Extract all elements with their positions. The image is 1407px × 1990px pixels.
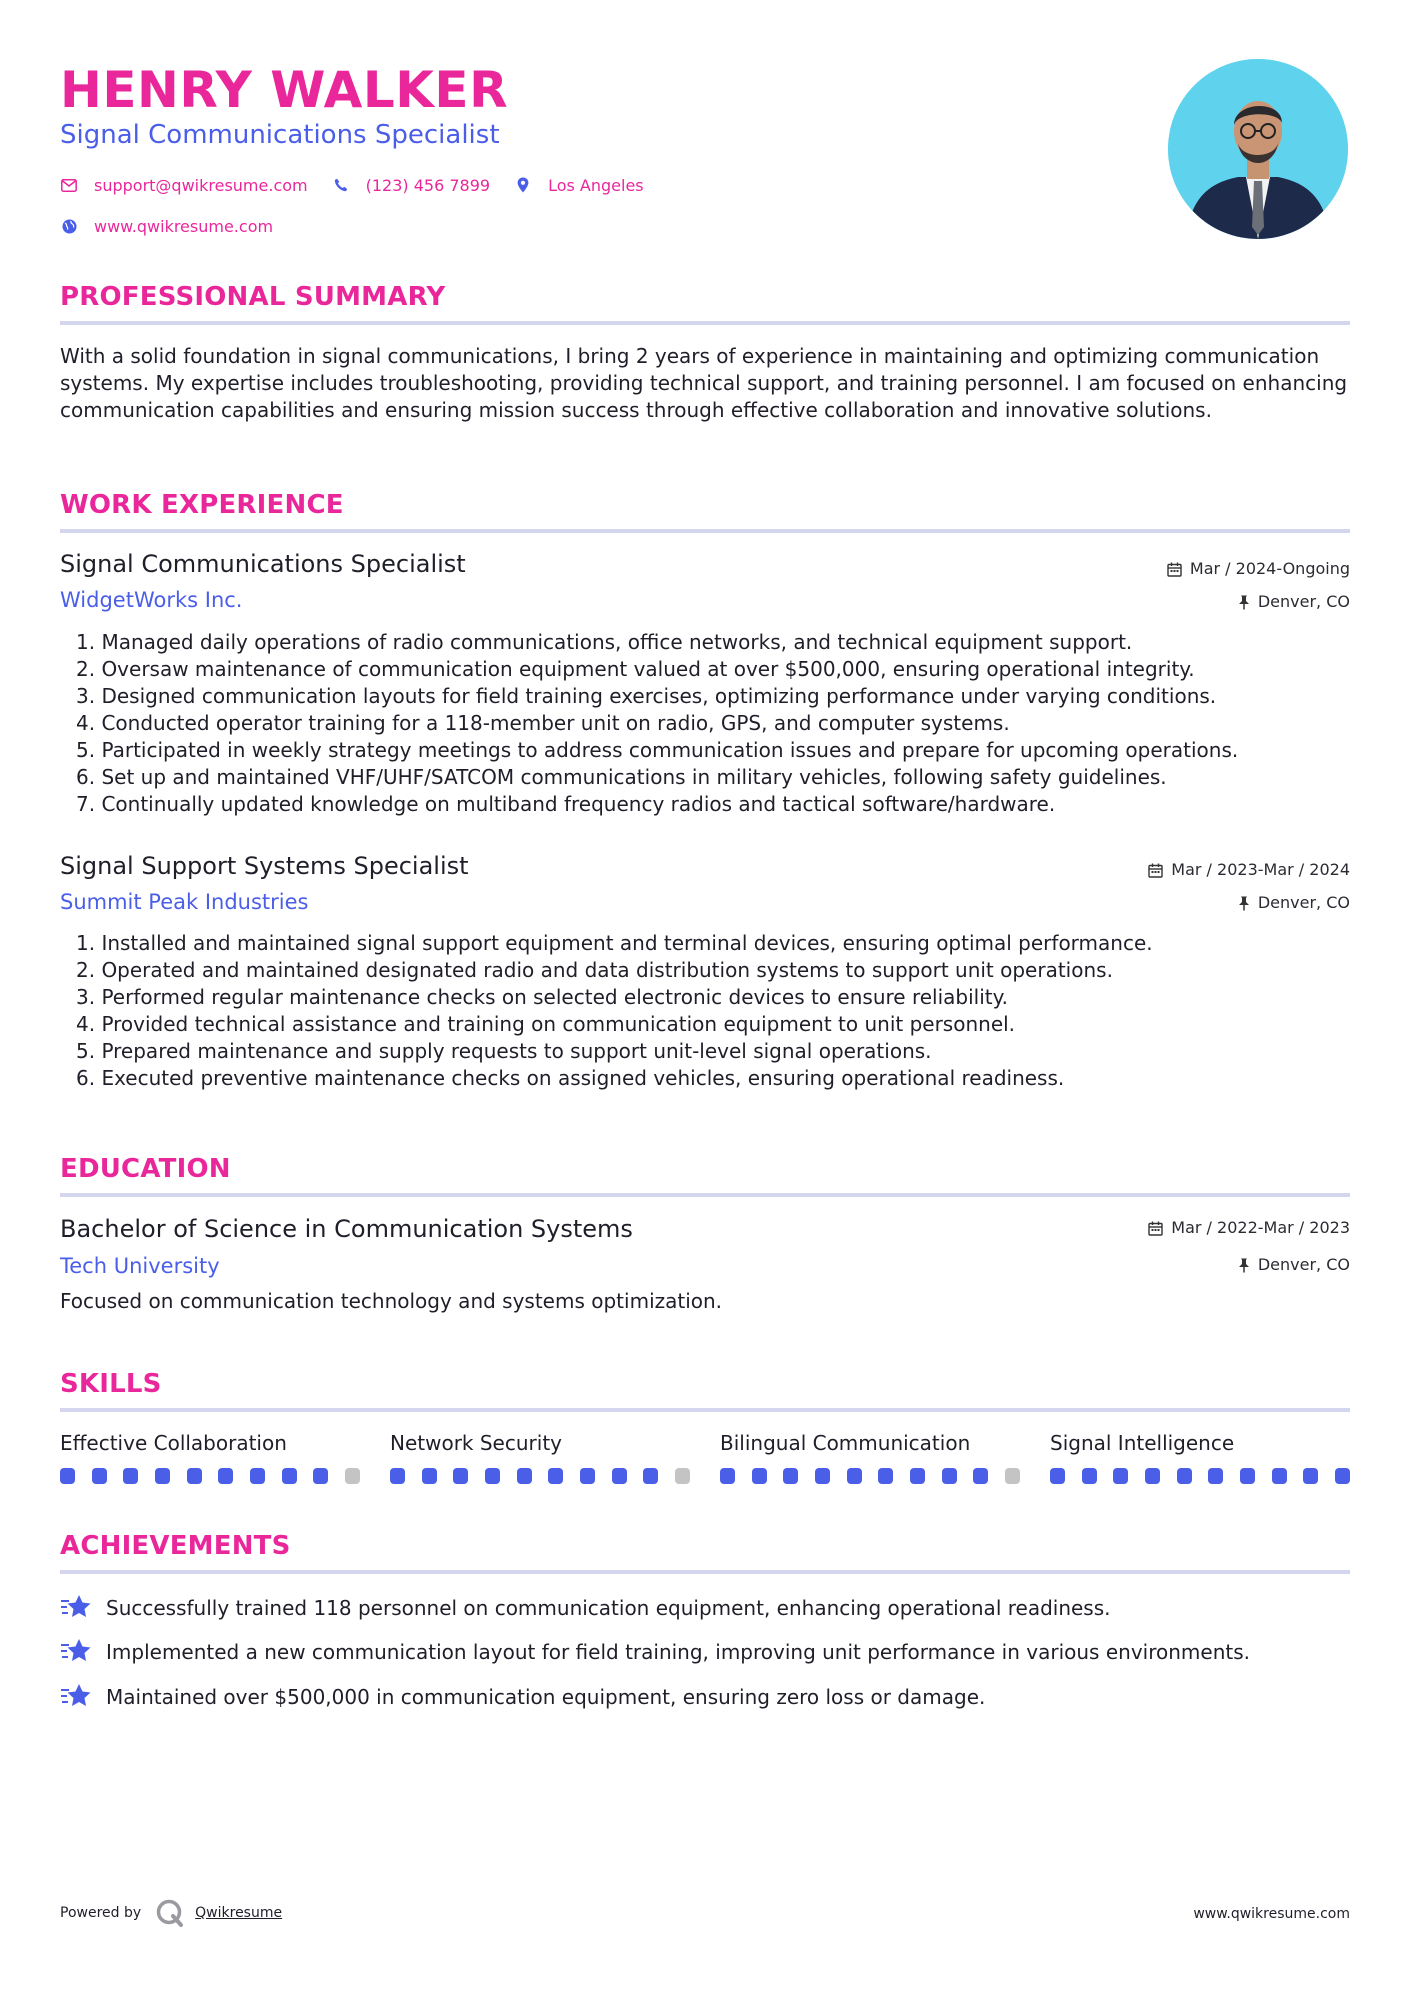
school-name: Tech University xyxy=(60,1254,220,1278)
skill-dot-filled xyxy=(92,1468,107,1484)
list-item: 3. Designed communication layouts for field training exercises, optimizing performance under varying conditions. xyxy=(76,684,1217,708)
summary-text: With a solid foundation in signal communications, I bring 2 years of experience in maintaining and optimizing communication systems. My expertise includes troubleshooting, providing technical support, and training personnel. I am focused on enhancing communication capabilities and ensuring mission success through effective collaboration and innovative solutions. xyxy=(60,344,1348,422)
skill-dot-filled xyxy=(187,1468,202,1484)
section-title-experience: WORK EXPERIENCE xyxy=(60,490,344,520)
achievement-text: Maintained over $500,000 in communication equipment, ensuring zero loss or damage. xyxy=(106,1684,986,1709)
skill-name: Bilingual Communication xyxy=(720,1431,971,1455)
list-item: 2. Operated and maintained designated radio and data distribution systems to support unit operations. xyxy=(76,958,1113,982)
list-item: 7. Continually updated knowledge on multiband frequency radios and tactical software/hardware. xyxy=(76,792,1056,816)
skill-dot-filled xyxy=(1240,1468,1255,1484)
skill-rating xyxy=(390,1468,690,1484)
job-dates-text: Mar / 2023-Mar / 2024 xyxy=(1171,860,1350,879)
education-location xyxy=(1238,1255,1350,1275)
divider xyxy=(60,321,1350,325)
company-name: WidgetWorks Inc. xyxy=(60,588,243,612)
skill-name: Signal Intelligence xyxy=(1050,1431,1235,1455)
achievement-item xyxy=(60,1592,1111,1624)
divider xyxy=(60,529,1350,533)
star-icon xyxy=(60,1593,92,1623)
map-marker-icon xyxy=(514,176,532,194)
skill-dot-filled xyxy=(313,1468,328,1484)
qwikresume-logo-icon xyxy=(155,1898,185,1928)
skill-dot-filled xyxy=(1177,1468,1192,1484)
skill-item xyxy=(720,1430,1020,1484)
skill-dot-filled xyxy=(1335,1468,1350,1484)
section-title-education: EDUCATION xyxy=(60,1154,231,1184)
skill-dot-filled xyxy=(1050,1468,1065,1484)
pushpin-icon xyxy=(1238,595,1250,610)
skill-rating xyxy=(720,1468,1020,1484)
skill-rating xyxy=(1050,1468,1350,1484)
globe-icon xyxy=(60,217,78,235)
list-item: 4. Conducted operator training for a 118-member unit on radio, GPS, and computer systems. xyxy=(76,711,1010,735)
contact-line-web xyxy=(60,214,297,238)
skill-dot-filled xyxy=(878,1468,893,1484)
skill-dot-filled xyxy=(390,1468,405,1484)
calendar-icon xyxy=(1148,863,1163,878)
pushpin-icon xyxy=(1238,896,1250,911)
skill-dot-filled xyxy=(1272,1468,1287,1484)
skill-dot-filled xyxy=(548,1468,563,1484)
skill-dot-filled xyxy=(580,1468,595,1484)
list-item: 5. Participated in weekly strategy meetings to address communication issues and prepare for upcoming operations. xyxy=(76,738,1239,762)
envelope-icon xyxy=(60,176,78,194)
skill-dot-filled xyxy=(517,1468,532,1484)
candidate-role: Signal Communications Specialist xyxy=(60,120,500,150)
divider xyxy=(60,1408,1350,1412)
footer-website[interactable]: www.qwikresume.com xyxy=(1193,1906,1350,1922)
job-dates xyxy=(1148,860,1350,880)
company-name: Summit Peak Industries xyxy=(60,890,309,914)
calendar-icon xyxy=(1167,562,1182,577)
achievement-text: Implemented a new communication layout for field training, improving unit performance in various environments. xyxy=(106,1639,1250,1664)
skills-list xyxy=(60,1430,1350,1484)
skill-dot-filled xyxy=(612,1468,627,1484)
star-icon xyxy=(60,1682,92,1712)
achievement-item xyxy=(60,1636,1250,1668)
degree-title: Bachelor of Science in Communication Systems xyxy=(60,1215,633,1243)
list-item: 2. Oversaw maintenance of communication equipment valued at over $500,000, ensuring operational integrity. xyxy=(76,657,1195,681)
powered-by-label: Powered by xyxy=(60,1905,142,1921)
contact-line-primary xyxy=(60,173,668,197)
skill-dot-filled xyxy=(847,1468,862,1484)
website-link[interactable]: www.qwikresume.com xyxy=(94,216,274,236)
list-item: 6. Set up and maintained VHF/UHF/SATCOM communications in military vehicles, following safety guidelines. xyxy=(76,765,1167,789)
achievement-item xyxy=(60,1681,985,1713)
skill-dot-filled xyxy=(218,1468,233,1484)
list-item: 4. Provided technical assistance and training on communication equipment to unit personnel. xyxy=(76,1012,1016,1036)
section-title-skills: SKILLS xyxy=(60,1369,162,1399)
skill-dot-filled xyxy=(485,1468,500,1484)
skill-rating xyxy=(60,1468,360,1484)
phone-icon xyxy=(332,176,350,194)
skill-dot-filled xyxy=(783,1468,798,1484)
section-title-summary: PROFESSIONAL SUMMARY xyxy=(60,282,446,312)
skill-dot-filled xyxy=(1208,1468,1223,1484)
job-dates-text: Mar / 2024-Ongoing xyxy=(1189,559,1350,578)
list-item: 6. Executed preventive maintenance checks on assigned vehicles, ensuring operational readiness. xyxy=(76,1066,1065,1090)
skill-dot-filled xyxy=(815,1468,830,1484)
pushpin-icon xyxy=(1238,1258,1250,1273)
skill-dot-filled xyxy=(123,1468,138,1484)
skill-dot-filled xyxy=(720,1468,735,1484)
divider xyxy=(60,1193,1350,1197)
job-location xyxy=(1238,592,1350,612)
calendar-icon xyxy=(1148,1221,1163,1236)
candidate-name: HENRY WALKER xyxy=(60,61,509,119)
resume-page xyxy=(60,0,1350,1990)
skill-dot-empty xyxy=(675,1468,690,1484)
list-item: 3. Performed regular maintenance checks on selected electronic devices to ensure reliability. xyxy=(76,985,1008,1009)
list-item: 1. Installed and maintained signal support equipment and terminal devices, ensuring optimal performance. xyxy=(76,931,1153,955)
skill-dot-filled xyxy=(250,1468,265,1484)
skill-item xyxy=(390,1430,690,1484)
section-title-achievements: ACHIEVEMENTS xyxy=(60,1531,291,1561)
skill-dot-filled xyxy=(1082,1468,1097,1484)
job-dates xyxy=(1167,559,1350,579)
list-item: 5. Prepared maintenance and supply requests to support unit-level signal operations. xyxy=(76,1039,932,1063)
skill-name: Effective Collaboration xyxy=(60,1431,287,1455)
skill-dot-filled xyxy=(282,1468,297,1484)
list-item: 1. Managed daily operations of radio communications, office networks, and technical equipment support. xyxy=(76,630,1133,654)
skill-dot-filled xyxy=(155,1468,170,1484)
skill-dot-filled xyxy=(910,1468,925,1484)
skill-dot-empty xyxy=(1005,1468,1020,1484)
skill-item xyxy=(1050,1430,1350,1484)
location-text: Los Angeles xyxy=(548,175,644,195)
skill-dot-filled xyxy=(1303,1468,1318,1484)
footer-powered-by xyxy=(60,1898,282,1928)
skill-dot-filled xyxy=(1113,1468,1128,1484)
achievement-text: Successfully trained 118 personnel on communication equipment, enhancing operational readiness. xyxy=(106,1595,1111,1620)
qwikresume-link[interactable]: Qwikresume xyxy=(195,1905,283,1921)
education-dates-text: Mar / 2022-Mar / 2023 xyxy=(1171,1218,1350,1237)
skill-dot-filled xyxy=(973,1468,988,1484)
skill-dot-filled xyxy=(60,1468,75,1484)
skill-dot-filled xyxy=(1145,1468,1160,1484)
job-title: Signal Communications Specialist xyxy=(60,550,466,578)
job-title: Signal Support Systems Specialist xyxy=(60,852,469,880)
email-link[interactable]: support@qwikresume.com xyxy=(94,175,308,195)
divider xyxy=(60,1570,1350,1574)
education-dates xyxy=(1148,1218,1350,1238)
skill-dot-empty xyxy=(345,1468,360,1484)
education-location-text: Denver, CO xyxy=(1257,1255,1350,1274)
job-location-text: Denver, CO xyxy=(1257,893,1350,912)
skill-item xyxy=(60,1430,360,1484)
phone-number[interactable]: (123) 456 7899 xyxy=(365,175,491,195)
skill-dot-filled xyxy=(942,1468,957,1484)
skill-dot-filled xyxy=(643,1468,658,1484)
job-location-text: Denver, CO xyxy=(1257,592,1350,611)
education-description: Focused on communication technology and systems optimization. xyxy=(60,1289,723,1313)
skill-dot-filled xyxy=(752,1468,767,1484)
skill-name: Network Security xyxy=(390,1431,562,1455)
star-icon xyxy=(60,1637,92,1667)
avatar xyxy=(1168,59,1348,239)
job-location xyxy=(1238,893,1350,913)
skill-dot-filled xyxy=(422,1468,437,1484)
skill-dot-filled xyxy=(453,1468,468,1484)
